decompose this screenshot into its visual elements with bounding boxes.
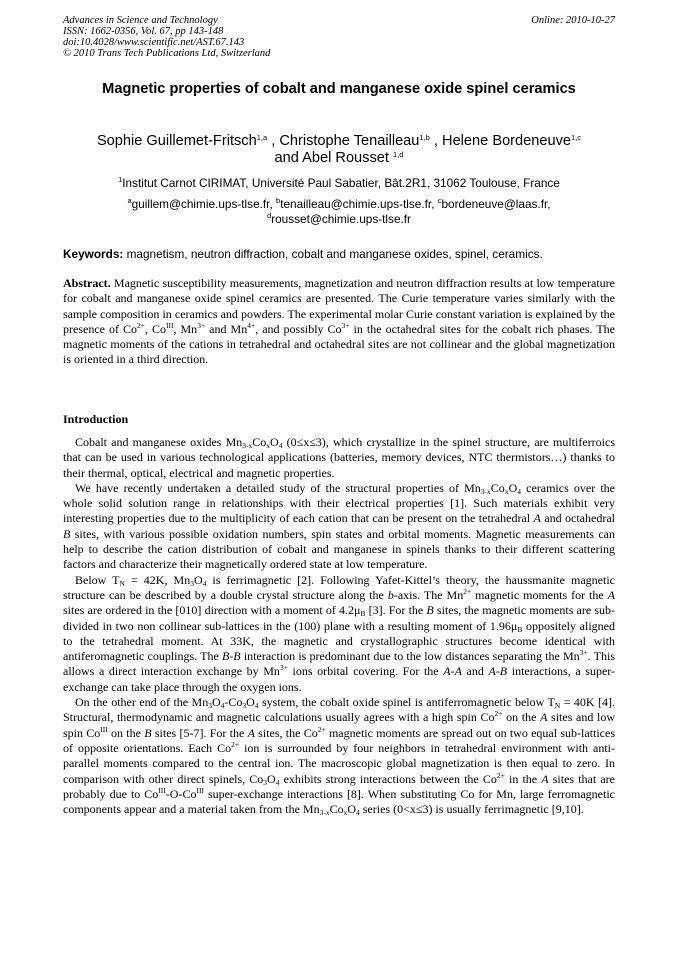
- affil-text: Institut Carnot CIRIMAT, Université Paul Sabatier, Bât.2R1, 31062 Toulouse, France: [122, 176, 560, 190]
- abstract: Abstract. Magnetic susceptibility measurements, magnetization and neutron diffraction results at low temperature for cobalt and manganese oxide spinel ceramics are presented. The Curie temperature varies similarly with the sample composition in ceramics and powders. The experimental molar Curie constant variation is explained by the presence of $Co^{2+}$, $Co^{III}$, $Mn^{3+}$ and $Mn^{4+}$, and possibly $Co^{3+}$ in the octahedral sites for the cobalt rich phases. The magnetic moments of the cations in tetrahedral and octahedral sites are not collinear and the global magnetization is oriented in a third direction.: [63, 276, 616, 367]
- author-affil-mark: 1,c: [571, 133, 582, 142]
- author-name: Christophe Tenailleau: [279, 133, 420, 149]
- doi-line: doi:10.4028/www.scientific.net/AST.67.143: [63, 37, 245, 48]
- email-link[interactable]: bordeneuve@laas.fr,: [441, 197, 551, 211]
- keywords: [63, 247, 615, 261]
- affiliation: [63, 176, 615, 190]
- copyright-line: © 2010 Trans Tech Publications Ltd, Switzerland: [63, 48, 271, 59]
- paragraph: Cobalt and manganese oxides $Mn_{3-x}Co_xO_4$ (0≤x≤3), which crystallize in the spinel structure, are multiferroics that can be used in various technological applications (batteries, memory devices, NTC thermistors…) thanks to their thermal, optical, electrical and magnetic properties.: [63, 435, 615, 480]
- paper-title: Magnetic properties of cobalt and manganese oxide spinel ceramics: [102, 81, 576, 97]
- email-mark: d: [267, 211, 272, 220]
- email-mark: b: [276, 196, 281, 205]
- author-affil-mark: 1,b: [419, 133, 430, 142]
- email-link[interactable]: guillem@chimie.ups-tlse.fr,: [131, 197, 273, 211]
- author-affil-mark: 1,a: [256, 133, 268, 142]
- introduction-body: [63, 435, 615, 817]
- abstract-label: Abstract.: [63, 276, 111, 290]
- keywords-label: Keywords:: [63, 247, 124, 261]
- online-date: Online: 2010-10-27: [531, 15, 615, 26]
- email-mark: c: [437, 196, 442, 205]
- email-link[interactable]: tenailleau@chimie.ups-tlse.fr,: [280, 197, 435, 211]
- paragraph: Below $T_N = 42K$, $Mn_3O_4$ is ferrimagnetic [2]. Following Yafet-Kittel’s theory, the haussmanite magnetic structure can be described by a double crystal structure along the b-axis. The $Mn^{2+}$ magnetic moments for the A sites are ordered in the [010] direction with a moment of $4.2\mu_B$ [3]. For the B sites, the magnetic moments are sub-divided in two non collinear sub-lattices in the (100) plane with a resulting moment of $1.96\mu_B$ oppositely aligned to the tetrahedral moment. At 33K, the magnetic and crystallographic structures become identical with antiferomagnetic couplings. The B-B interaction is predominant due to the low distances separating the $Mn^{3+}$. This allows a direct interaction exchange by $Mn^{3+}$ ions orbital covering. For the A-A and A-B interactions, a super-exchange can take place through the oxygen ions.: [63, 572, 616, 694]
- author-name: Abel Rousset: [302, 150, 389, 166]
- journal-name: Advances in Science and Technology: [63, 15, 218, 26]
- email-link[interactable]: rousset@chimie.ups-tlse.fr: [271, 212, 411, 226]
- affil-mark: 1: [118, 175, 123, 184]
- issn-line: ISSN: 1662-0356, Vol. 67, pp 143-148: [63, 26, 224, 37]
- author-list: [63, 133, 615, 167]
- separator: ,: [429, 133, 443, 149]
- journal-header: [63, 15, 615, 59]
- author-name: Helene Bordeneuve: [442, 133, 572, 149]
- separator: ,: [267, 133, 280, 149]
- author-name: Sophie Guillemet-Fritsch: [96, 133, 257, 149]
- email-mark: a: [127, 196, 132, 205]
- paragraph: We have recently undertaken a detailed study of the structural properties of $Mn_{3-x}Co_xO_4$ ceramics over the whole solid solution range in relationships with their electrical properties [1]. Such materials exhibit very interesting properties due to the multiplicity of each cation that can be present on the tetrahedral A and octahedral B sites, with various possible oxidation numbers, spin states and orbital moments. Magnetic measurements can help to describe the cation distribution of cobalt and manganese in spinels thanks to their different scattering factors and characterize their magnetically ordered state at low temperature.: [63, 480, 615, 572]
- separator: and: [274, 150, 303, 166]
- author-affil-mark: 1,d: [393, 150, 404, 159]
- section-heading-introduction: Introduction: [63, 412, 129, 426]
- email-list: [63, 197, 615, 227]
- keywords-text: magnetism, neutron diffraction, cobalt and manganese oxides, spinel, ceramics.: [123, 247, 543, 261]
- paragraph: On the other end of the $Mn_3O_4-Co_3O_4$ system, the cobalt oxide spinel is antiferromagnetic below $T_N = 40K$ [4]. Structural, thermodynamic and magnetic calculations usually agrees with a high spin $Co^{2+}$ on the A sites and low spin $Co^{III}$ on the B sites [5-7]. For the A sites, the $Co^{2+}$ magnetic moments are spread out on two equal sub-lattices of opposite orientations. Each $Co^{2+}$ ion is surrounded by four neighbors in tetrahedral environment with anti-parallel moments compared to the central ion. The macroscopic global magnetization is then equal to zero. In comparison with other direct spinels, $Co_3O_4$ exhibits strong interactions between the $Co^{2+}$ in the A sites that are probably due to $Co^{III}-O-Co^{III}$ super-exchange interactions [8]. When substituting Co for Mn, large ferromagnetic components appear and a material taken from the $Mn_{3-x}Co_xO_4$ series (0<x≤3) is usually ferrimagnetic [9,10].: [63, 695, 616, 818]
